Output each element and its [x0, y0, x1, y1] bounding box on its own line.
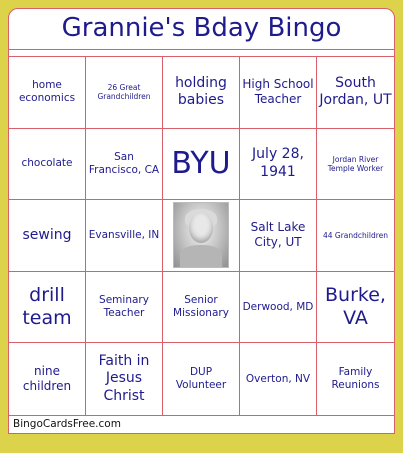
- bingo-cell-text: High School Teacher: [242, 77, 314, 107]
- bingo-cell-text: San Francisco, CA: [88, 150, 160, 176]
- portrait-photo-icon: [173, 202, 229, 268]
- bingo-cell-text: 44 Grandchildren: [322, 230, 389, 240]
- bingo-cell[interactable]: [86, 129, 163, 201]
- bingo-cell[interactable]: [9, 57, 86, 129]
- bingo-cell[interactable]: [163, 343, 240, 415]
- bingo-cell[interactable]: [9, 343, 86, 415]
- bingo-cell-text: Senior Missionary: [173, 293, 229, 320]
- bingo-cell-text: nine children: [22, 364, 72, 394]
- bingo-cell-text: DUP Volunteer: [175, 366, 227, 392]
- bingo-cell-text: holding babies: [175, 74, 227, 109]
- bingo-cell[interactable]: [317, 129, 394, 201]
- bingo-cell[interactable]: [9, 272, 86, 344]
- bingo-cell[interactable]: [240, 57, 317, 129]
- bingo-cell[interactable]: [317, 200, 394, 272]
- bingo-cell[interactable]: [163, 57, 240, 129]
- bingo-cell-text: chocolate: [21, 157, 73, 170]
- bingo-grid: [9, 56, 394, 416]
- bingo-cell-text: 26 Great Grandchildren: [97, 82, 151, 102]
- bingo-cell[interactable]: [86, 57, 163, 129]
- bingo-cell[interactable]: [86, 343, 163, 415]
- bingo-cell[interactable]: [86, 272, 163, 344]
- bingo-cell-text: Family Reunions: [331, 366, 380, 392]
- bingo-cell[interactable]: [240, 272, 317, 344]
- bingo-cell[interactable]: [317, 272, 394, 344]
- bingo-cell[interactable]: [163, 272, 240, 344]
- bingo-cell-text: Derwood, MD: [242, 300, 314, 313]
- bingo-cell-text: sewing: [22, 226, 72, 243]
- bingo-cell[interactable]: [240, 200, 317, 272]
- bingo-cell-text: drill team: [22, 284, 72, 330]
- bingo-cell-text: Faith in Jesus Christ: [98, 352, 150, 404]
- bingo-cell[interactable]: [240, 129, 317, 201]
- bingo-card: [8, 8, 395, 434]
- bingo-cell-text: Seminary Teacher: [99, 293, 149, 320]
- bingo-cell-text: Jordan River Temple Worker: [327, 154, 384, 173]
- bingo-cell[interactable]: [163, 200, 240, 272]
- bingo-cell[interactable]: [317, 57, 394, 129]
- bingo-cell-text: home economics: [18, 79, 76, 105]
- bingo-cell[interactable]: [9, 129, 86, 201]
- bingo-cell[interactable]: [9, 200, 86, 272]
- bingo-cell-text: Overton, NV: [245, 372, 311, 385]
- bingo-cell-text: Salt Lake City, UT: [250, 220, 306, 250]
- bingo-cell[interactable]: [86, 200, 163, 272]
- bingo-cell-text: Evansville, IN: [88, 228, 160, 241]
- bingo-cell[interactable]: [240, 343, 317, 415]
- bingo-cell-text: Burke, VA: [325, 284, 386, 330]
- footer-credit: BingoCardsFree.com: [13, 418, 121, 430]
- bingo-cell-text: South Jordan, UT: [319, 74, 392, 109]
- bingo-cell[interactable]: [163, 129, 240, 201]
- bingo-cell-text: July 28, 1941: [252, 146, 304, 180]
- card-title: Grannie's Bday Bingo: [9, 11, 394, 50]
- bingo-cell[interactable]: [317, 343, 394, 415]
- bingo-cell-text: BYU: [171, 146, 231, 182]
